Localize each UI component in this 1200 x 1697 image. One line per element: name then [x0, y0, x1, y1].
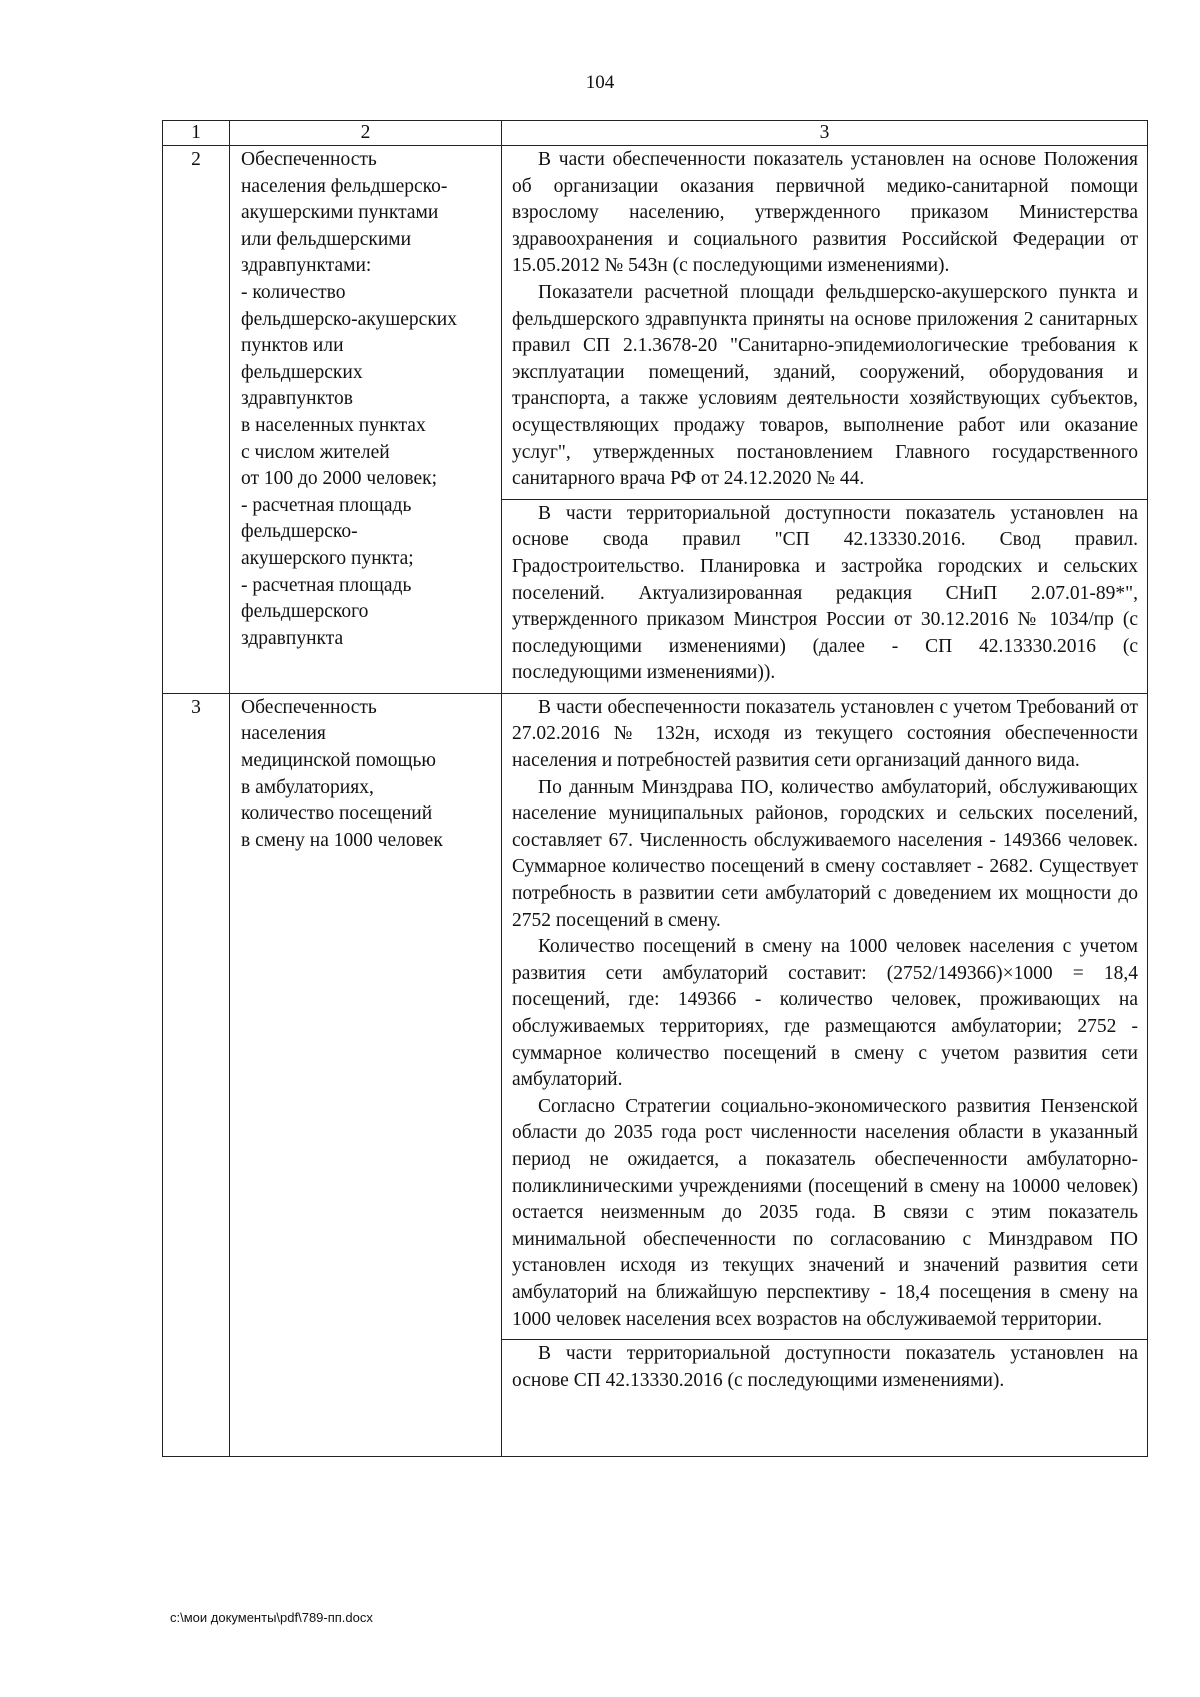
indicator-line: в смену на 1000 человек [241, 829, 443, 851]
indicator-cell [230, 693, 502, 1456]
indicator-line: медицинской помощью [241, 750, 436, 772]
justification-paragraph: Показатели расчетной площади фельдшерско-акушерского пункта и фельдшерского здравпункта приняты на основе приложения 2 санитарных правил СП 2.1.3678-20 "Санитарно-эпидемиологические требования к эксплуатации помещений, зданий, сооружений, оборудования и транспорта, а также условиям деятельности хозяйствующих субъектов, осуществляющих продажу товаров, выполнение работ или оказание услуг", утвержденных постановлением Главного государственного санитарного врача РФ от 24.12.2020 № 44. [512, 281, 1138, 490]
indicator-line: с числом жителей [241, 441, 390, 463]
table-header-cell: 2 [230, 121, 502, 146]
justification-block [502, 146, 1147, 500]
indicator-line: пунктов или [241, 335, 344, 357]
indicator-line: здравпунктов [241, 388, 353, 410]
indicator-line: фельдшерского [241, 601, 369, 623]
indicator-line: фельдшерских [241, 361, 363, 383]
indicator-line: фельдшерско-акушерских [241, 308, 457, 330]
justification-cell [502, 693, 1148, 1456]
indicator-cell [230, 146, 502, 694]
indicator-line: - количество [241, 281, 346, 303]
justification-cell [502, 146, 1148, 694]
indicator-line: фельдшерско- [241, 521, 358, 543]
justification-paragraph: Согласно Стратегии социально-экономического развития Пензенской области до 2035 года рост численности населения области в указанный период не ожидается, а показатель обеспеченности амбулаторно-поликлиническими учреждениями (посещений в смену на 10000 человек) остается неизменным до 2035 года. В связи с этим показатель минимальной обеспеченности по согласованию с Минздравом ПО установлен исходя из текущих значений и значений развития сети амбулаторий на ближайшую перспективу - 18,4 посещения в смену на 1000 человек населения всех возрастов на обслуживаемой территории. [512, 1095, 1138, 1330]
table-header-cell: 3 [502, 121, 1148, 146]
indicators-table [162, 120, 1148, 1457]
justification-block [502, 1340, 1147, 1400]
footer-file-path: c:\мои документы\pdf\789-пп.docx [170, 1610, 373, 1625]
justification-paragraph: Количество посещений в смену на 1000 человек населения с учетом развития сети амбулаторий составит: (2752/149366)×1000 = 18,4 посещений, где: 149366 - количество человек, проживающих на обслуживаемых территориях, где размещаются амбулатории; 2752 - суммарное количество посещений в смену с учетом развития сети амбулаторий. [512, 936, 1138, 1091]
justification-block [502, 694, 1147, 1340]
justification-paragraph: В части обеспеченности показатель установлен на основе Положения об организации оказания первичной медико-санитарной помощи взрослому населению, утвержденного приказом Министерства здравоохранения и социального развития Российской Федерации от 15.05.2012 № 543н (с последующими изменениями). [512, 149, 1138, 277]
justification-paragraph: В части обеспеченности показатель установлен с учетом Требований от 27.02.2016 № 132н, исходя из текущего состояния обеспеченности населения и потребностей развития сети организаций данного вида. [512, 696, 1138, 772]
justification-block [502, 500, 1147, 693]
justification-paragraph: В части территориальной доступности показатель установлен на основе СП 42.13330.2016 (с последующими изменениями). [512, 1343, 1138, 1391]
indicator-line: или фельдшерскими [241, 228, 412, 250]
indicator-line: от 100 до 2000 человек; [241, 468, 438, 490]
indicator-line: акушерскими пунктами [241, 202, 439, 224]
row-number: 3 [163, 693, 230, 1456]
indicator-line: акушерского пункта; [241, 547, 414, 569]
page-number: 104 [585, 72, 615, 93]
indicator-line: - расчетная площадь [241, 494, 412, 516]
indicator-line: населения фельдшерско- [241, 175, 448, 197]
indicator-line: - расчетная площадь [241, 574, 412, 596]
indicator-line: в населенных пунктах [241, 414, 426, 436]
indicator-line: Обеспеченность [241, 696, 377, 718]
indicator-line: здравпункта [241, 627, 344, 649]
indicator-line: населения [241, 723, 326, 745]
justification-paragraph: В части территориальной доступности показатель установлен на основе свода правил "СП 42.13330.2016. Свод правил. Градостроительство. Планировка и застройка городских и сельских поселений. Актуализированная редакция СНиП 2.07.01-89*", утвержденного приказом Минстроя России от 30.12.2016 № 1034/пр (с последующими изменениями) (далее - СП 42.13330.2016 (с последующими изменениями)). [512, 502, 1138, 684]
table-row [163, 146, 1148, 694]
table-header-cell: 1 [163, 121, 230, 146]
table-row [163, 693, 1148, 1456]
row-number: 2 [163, 146, 230, 694]
indicator-line: Обеспеченность [241, 149, 377, 170]
indicator-line: в амбулаториях, [241, 776, 374, 798]
justification-paragraph: По данным Минздрава ПО, количество амбулаторий, обслуживающих население муниципальных районов, городских и сельских поселений, составляет 67. Численность обслуживаемого населения - 149366 человек. Суммарное количество посещений в смену составляет - 2682. Существует потребность в развитии сети амбулаторий с доведением их мощности до 2752 посещений в смену. [512, 776, 1138, 931]
indicator-line: здравпунктами: [241, 255, 372, 277]
indicator-line: количество посещений [241, 803, 433, 825]
table-header-row [163, 121, 1148, 146]
